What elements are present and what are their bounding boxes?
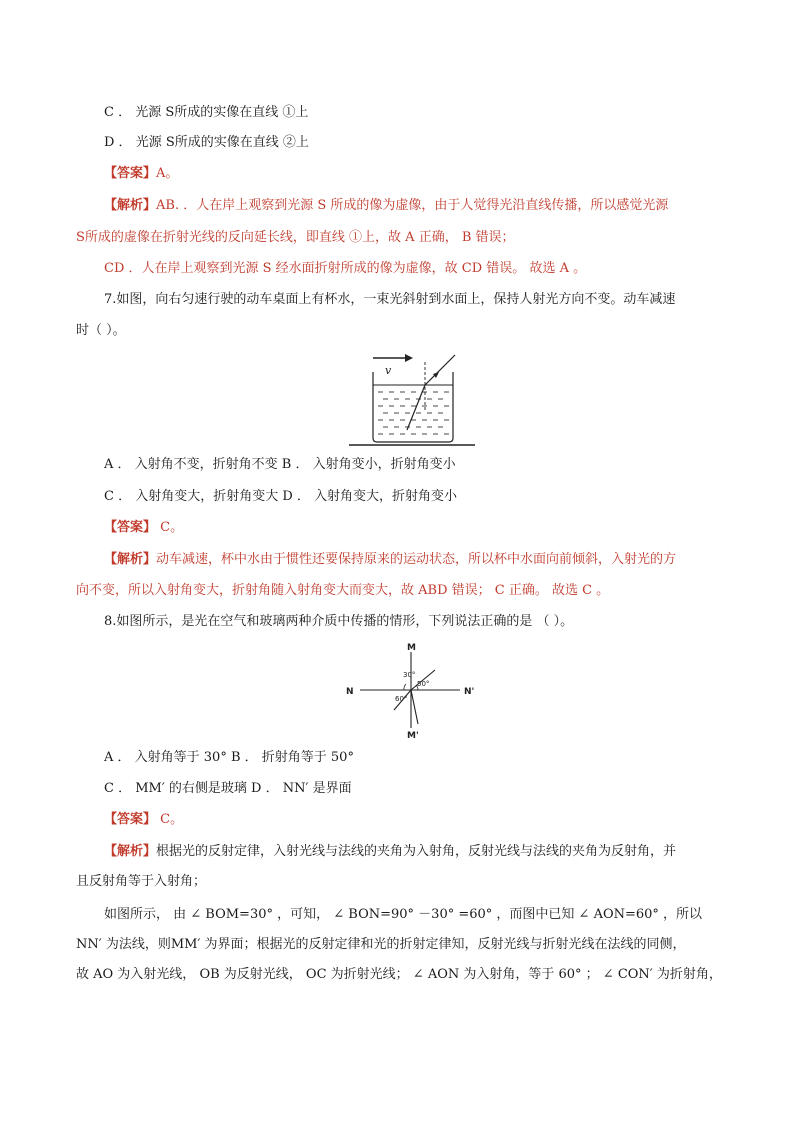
- q7-analysis-line-1: [104, 551, 676, 569]
- q7-options-ab: A ． 入射角不变，折射角不变 B ． 入射角变小，折射角变小: [104, 457, 456, 472]
- q8-analysis-line-4: NN′ 为法线，则MM′ 为界面；根据光的反射定律和光的折射定律知，反射光线与折射光线在法线的同侧，: [76, 937, 686, 952]
- velocity-label: v: [385, 364, 392, 377]
- q6-analysis-line-1: [104, 197, 668, 215]
- q7-figure-cup: [345, 350, 480, 450]
- answer-tag: 【答案】: [104, 520, 157, 535]
- angle-50-label: 50°: [417, 680, 430, 688]
- q8-stem: 8.如图所示，是光在空气和玻璃两种介质中传播的情形，下列说法正确的是 （ ）。: [104, 614, 574, 629]
- analysis-text: 根据光的反射定律，入射光线与法线的夹角为入射角，反射光线与法线的夹角为反射角，并: [156, 844, 677, 859]
- q7-stem-line-1: 7.如图，向右匀速行驶的动车桌面上有杯水，一束光斜射到水面上，保持人射光方向不变。动车减速: [104, 292, 676, 307]
- q8-analysis-line-1: [104, 843, 676, 861]
- q8-analysis-line-5: 故 AO 为入射光线， OB 为反射光线， OC 为折射光线； ∠ AON 为入射角，等于 60° ； ∠ CON′ 为折射角，: [76, 967, 722, 982]
- q6-analysis-line-3: CD ．人在岸上观察到光源 S 经水面折射所成的像为虚像，故 CD 错误。 故选 A 。: [104, 261, 587, 276]
- analysis-tag: 【解析】: [104, 844, 157, 859]
- q8-options-ab: A ． 入射角等于 30° B ． 折射角等于 50°: [104, 750, 354, 765]
- answer-text: C。: [156, 812, 184, 827]
- q6-option-d: D ． 光源 S所成的实像在直线 ②上: [104, 135, 309, 150]
- label-m: M: [407, 643, 416, 653]
- q8-figure-reflection: [340, 640, 490, 740]
- analysis-text: 动车减速，杯中水由于惯性还要保持原来的运动状态，所以杯中水面向前倾斜，入射光的方: [156, 552, 677, 567]
- q6-analysis-line-2: S所成的虚像在折射光线的反向延长线，即直线 ①上，故 A 正确， B 错误；: [76, 230, 515, 245]
- analysis-tag: 【解析】: [104, 552, 157, 567]
- answer-tag: 【答案】: [104, 166, 157, 181]
- q8-analysis-line-3: 如图所示， 由 ∠ BOM=30° ，可知， ∠ BON=90° －30° =60° ，而图中已知 ∠ AON=60° ，所以: [104, 907, 703, 922]
- q6-option-c: C ． 光源 S所成的实像在直线 ①上: [104, 105, 309, 120]
- q6-answer: [104, 165, 178, 183]
- label-n-prime: N': [464, 687, 475, 697]
- answer-text: A。: [156, 166, 179, 181]
- angle-60-label: 60°: [395, 695, 408, 703]
- q8-answer: [104, 811, 183, 829]
- incident-ray: [425, 355, 455, 385]
- label-m-prime: M': [407, 731, 419, 740]
- q8-options-cd: C ． MM′ 的右侧是玻璃 D ． NN′ 是界面: [104, 781, 352, 796]
- angle-30-label: 30°: [403, 671, 416, 679]
- q7-stem-line-2: 时（ ）。: [76, 323, 126, 338]
- answer-text: C。: [156, 520, 184, 535]
- q7-options-cd: C ． 入射角变大，折射角变大 D ． 入射角变大，折射角变小: [104, 489, 458, 504]
- label-n: N: [346, 687, 354, 697]
- q7-analysis-line-2: 向不变，所以入射角变大，折射角随入射角变大而变大，故 ABD 错误； C 正确。 故选 C 。: [76, 583, 610, 598]
- analysis-tag: 【解析】: [104, 198, 157, 213]
- answer-tag: 【答案】: [104, 812, 157, 827]
- q7-answer: [104, 519, 183, 537]
- analysis-text: AB. ．人在岸上观察到光源 S 所成的像为虚像，由于人觉得光沿直线传播，所以感觉光源: [156, 198, 669, 213]
- q8-analysis-line-2: 且反射角等于入射角；: [76, 874, 207, 889]
